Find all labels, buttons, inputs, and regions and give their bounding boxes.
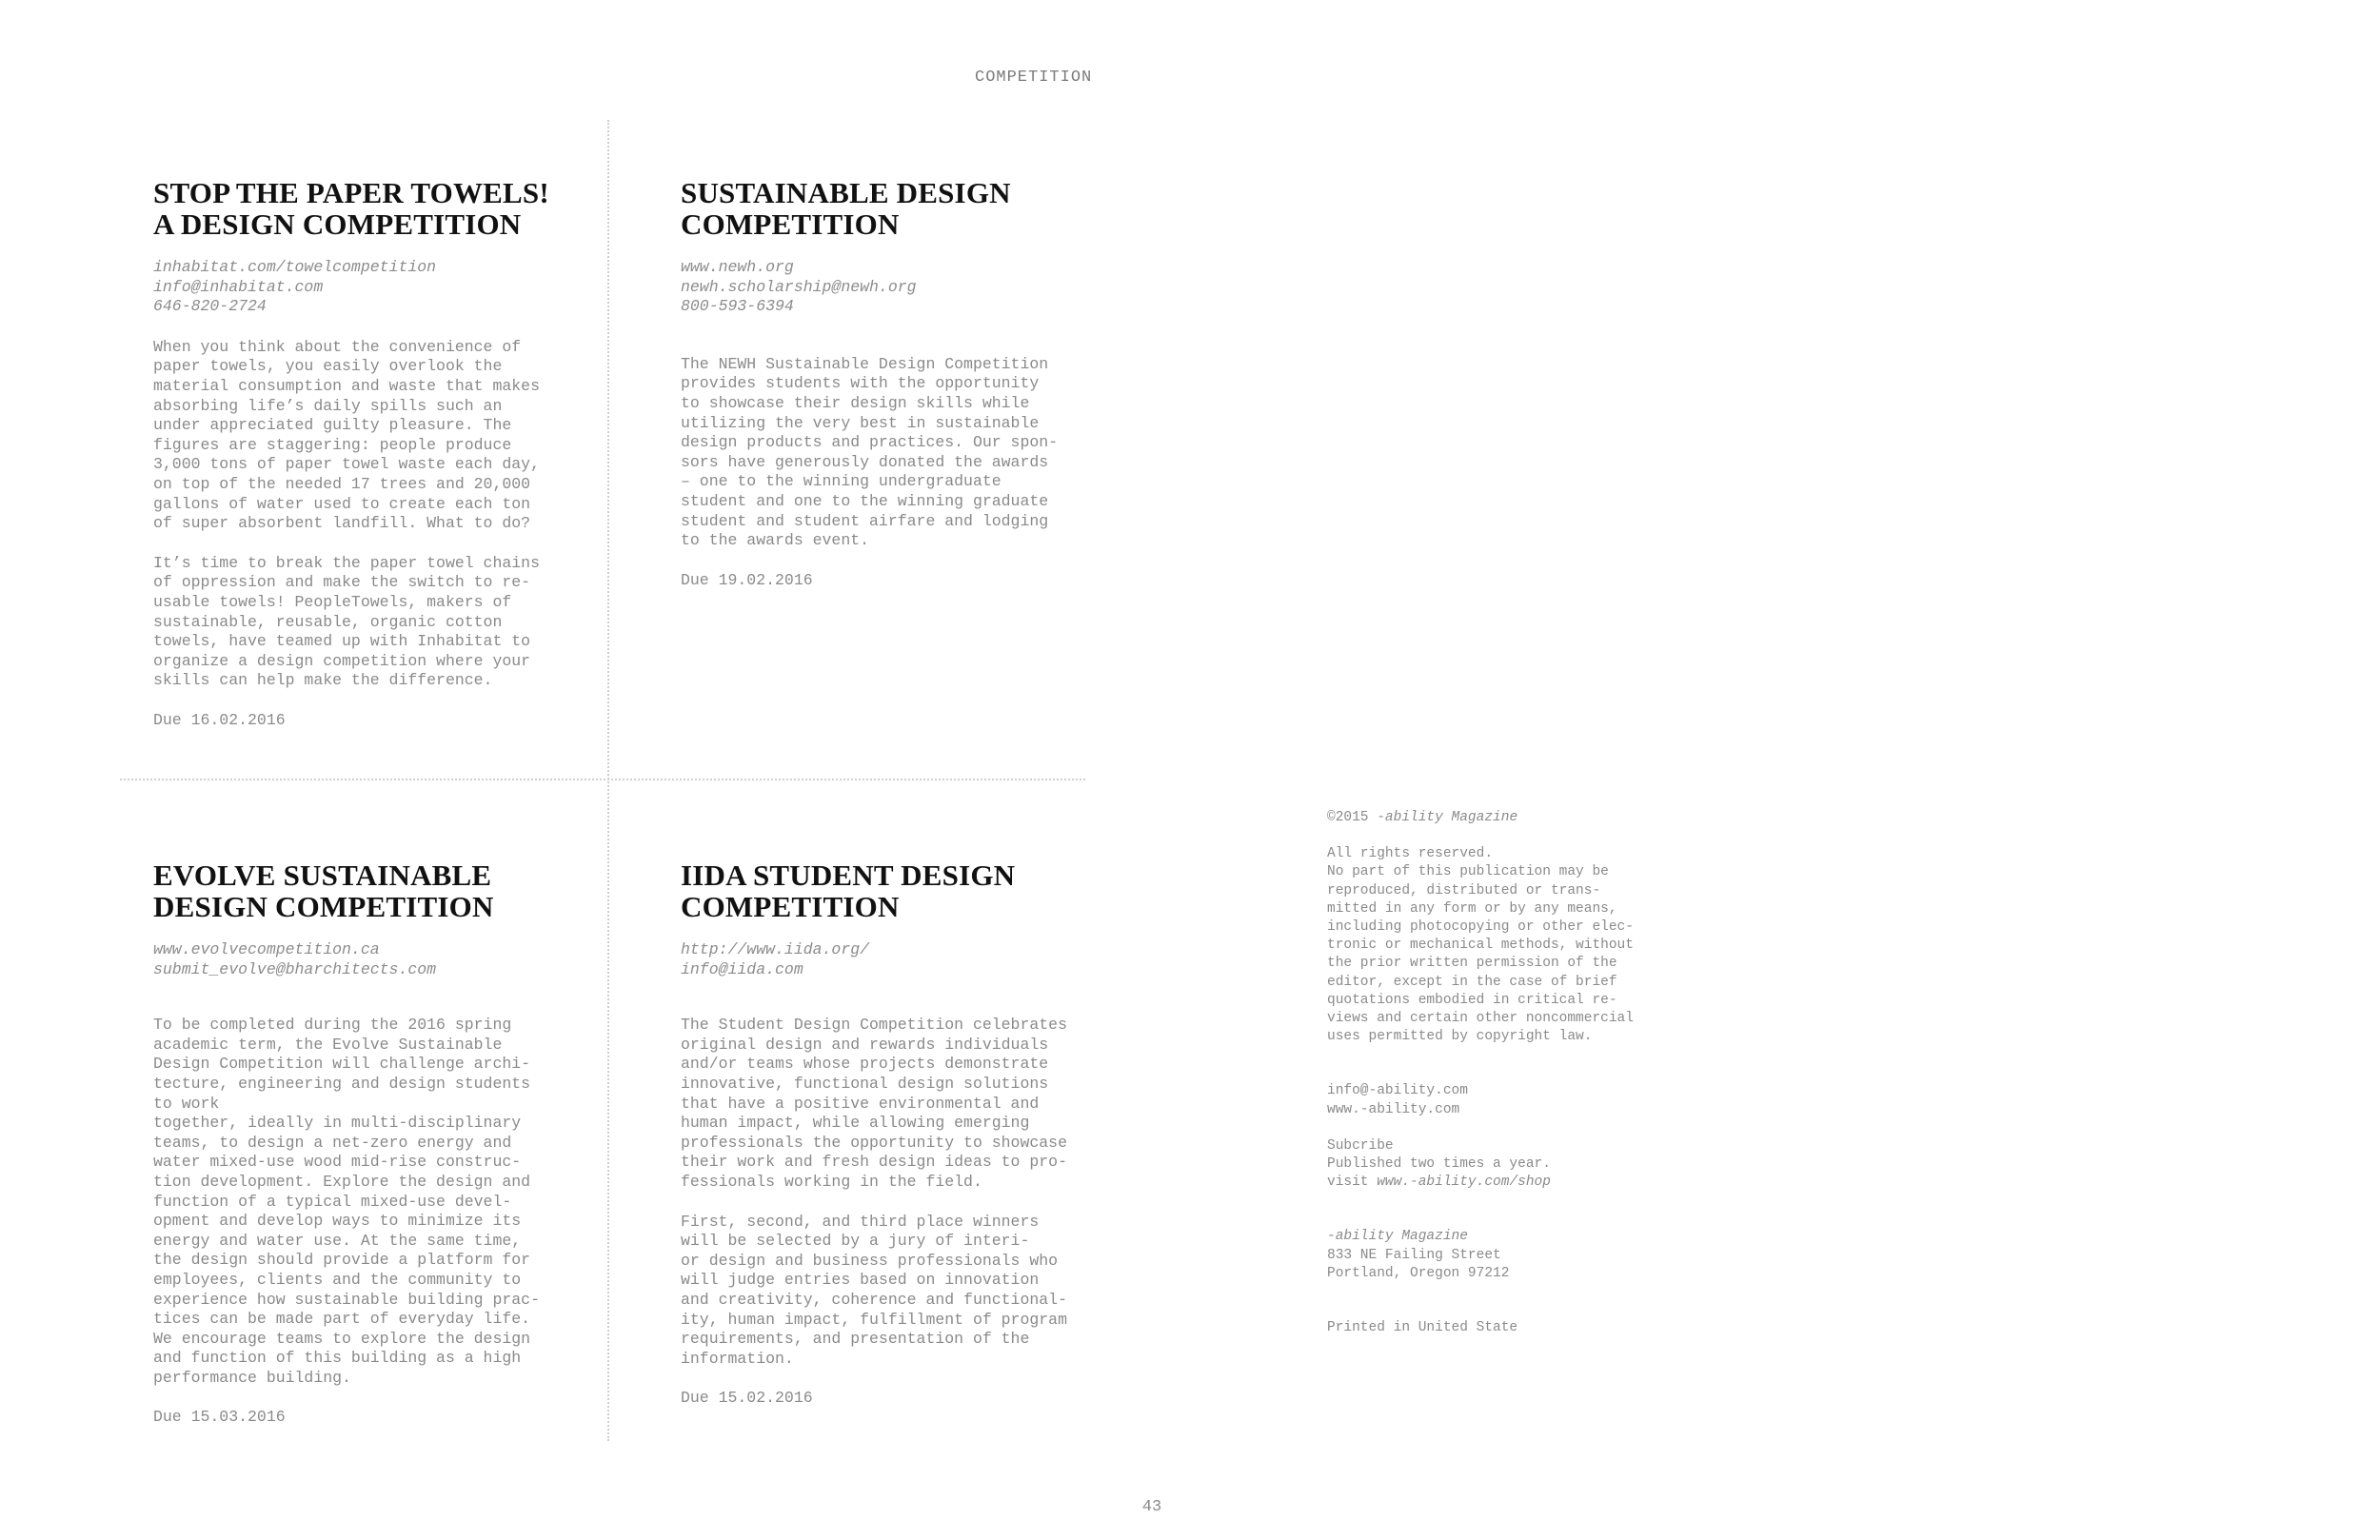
contact-email[interactable]: info@inhabitat.com — [153, 277, 324, 296]
printed-note: Printed in United State — [1327, 1320, 1518, 1336]
competition-card-paper-towels — [153, 177, 572, 730]
competition-description: When you think about the convenience of paper towels, you easily overlook the material consumption and waste that makes absorbing life’s daily spills such an under appreciated guilty pleasure. The figures are staggering: people produce 3,000 tons of paper towel waste each day, on top of the needed 17 trees and 20,000 gallons of water used to create each ton of super absorbent landfill. What to do? — [153, 337, 540, 533]
rights-title: All rights reserved. — [1327, 846, 1494, 862]
competition-contacts — [681, 940, 1100, 979]
colophon — [1327, 809, 1670, 1337]
page-number: 43 — [1141, 1498, 1162, 1516]
contact-website[interactable]: www.-ability.com — [1327, 1101, 1460, 1117]
contact-website[interactable]: http://www.iida.org/ — [681, 940, 870, 958]
competition-description: To be completed during the 2016 spring academic term, the Evolve Sustainable Design Competition will challenge archi- tecture, engineering and design students to work together, ideally in multi-disciplinary teams, to design a net-zero energy and water mixed-use wood mid-rise construc- tion development. Explore the design and function of a typical mixed-use devel- opment and develop ways to minimize its energy and water use. At the same time, the design should provide a platform for employees, clients and the community to experience how sustainable building prac- tices can be made part of everyday life. We encourage teams to explore the design and function of this building as a high performance building. — [153, 1016, 540, 1387]
competition-description: First, second, and third place winners will be selected by a jury of interi- or design and business professionals who will judge entries based on innovation and creativity, coherence and functional- ity, human impact, fulfillment of program requirements, and presentation of the information. — [681, 1212, 1067, 1368]
competition-contacts — [681, 258, 1100, 317]
competition-description: It’s time to break the paper towel chains of oppression and make the switch to re- usable towels! PeopleTowels, makers of sustainable, reusable, organic cotton towels, have teamed up with Inhabitat to organize a design competition where your skills can help make the difference. — [153, 553, 540, 690]
competition-due-date: Due 15.02.2016 — [681, 1389, 813, 1408]
contact-website[interactable]: inhabitat.com/towelcompetition — [153, 258, 437, 276]
contact-phone: 800-593-6394 — [681, 297, 794, 316]
horizontal-divider — [120, 779, 1085, 780]
section-header: COMPETITION — [975, 69, 1093, 87]
competition-title: EVOLVE SUSTAINABLE DESIGN COMPETITION — [153, 859, 494, 923]
contact-email[interactable]: info@iida.com — [681, 959, 803, 978]
contact-website[interactable]: www.newh.org — [681, 258, 794, 276]
contact-email[interactable]: info@-ability.com — [1327, 1083, 1468, 1099]
contact-email[interactable]: newh.scholarship@newh.org — [681, 277, 917, 296]
subscribe-text: Published two times a year. — [1327, 1156, 1551, 1173]
vertical-divider — [607, 120, 609, 1441]
contact-website[interactable]: www.evolvecompetition.ca — [153, 940, 380, 958]
competition-card-newh — [681, 177, 1100, 590]
competition-contacts — [153, 940, 572, 979]
address-street: 833 NE Failing Street — [1327, 1247, 1501, 1263]
contact-phone: 646-820-2724 — [153, 297, 267, 316]
competition-description: The Student Design Competition celebrates original design and rewards individuals and/or teams whose projects demonstrate innovative, functional design solutions that have a positive environmental and human impact, while allowing emerging professionals the opportunity to showcase their work and fresh design ideas to pro- fessionals working in the field. — [681, 1016, 1067, 1191]
competition-card-iida — [681, 859, 1100, 1409]
rights-text: No part of this publication may be reproduced, distributed or trans- mitted in any form or by any means, including photocopying or other elec- tronic or mechanical methods, without the prior written permission of the editor, except in the case of brief quotations embodied in critical re- views and certain other noncommercial uses permitted by copyright law. — [1327, 864, 1634, 1045]
competition-description: The NEWH Sustainable Design Competition provides students with the opportunity to showcase their design skills while utilizing the very best in sustainable design products and practices. Our spon- sors have generously donated the awards – one to the winning undergraduate student and one to the winning graduate student and student airfare and lodging to the awards event. — [681, 354, 1059, 550]
address-city: Portland, Oregon 97212 — [1327, 1265, 1510, 1281]
contact-email[interactable]: submit_evolve@bharchitects.com — [153, 959, 437, 978]
competition-due-date: Due 19.02.2016 — [681, 570, 813, 589]
subscribe-visit: visit www.-ability.com/shop — [1327, 1175, 1551, 1191]
competition-contacts — [153, 258, 572, 317]
copyright-line: ©2015 -ability Magazine — [1327, 810, 1518, 825]
competition-due-date: Due 16.02.2016 — [153, 710, 286, 729]
address-name: -ability Magazine — [1327, 1229, 1468, 1245]
competition-due-date: Due 15.03.2016 — [153, 1408, 286, 1427]
competition-card-evolve — [153, 859, 572, 1428]
shop-link[interactable]: www.-ability.com/shop — [1377, 1175, 1551, 1191]
competition-title: SUSTAINABLE DESIGN COMPETITION — [681, 176, 1011, 241]
subscribe-title: Subcribe — [1327, 1137, 1394, 1154]
competition-title: STOP THE PAPER TOWELS! A DESIGN COMPETITION — [153, 176, 549, 241]
competition-title: IIDA STUDENT DESIGN COMPETITION — [681, 859, 1016, 923]
